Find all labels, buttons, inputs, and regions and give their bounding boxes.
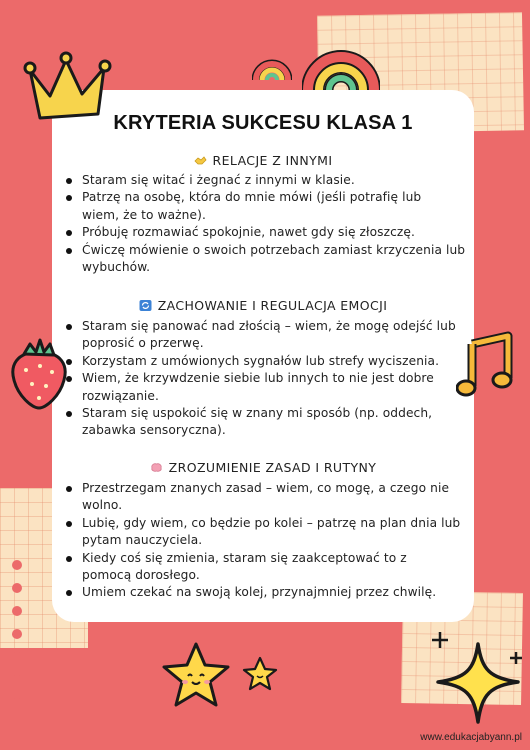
rainbow-icon xyxy=(302,42,380,94)
section-heading-rules xyxy=(52,460,474,475)
list-item: Staram się uspokoić się w znany mi sposób (np. oddech, zabawka sensoryczna). xyxy=(62,405,472,440)
list-item: Umiem czekać na swoją kolej, przynajmniej przez chwilę. xyxy=(62,584,472,601)
emotions-list xyxy=(62,318,472,440)
star-face-icon xyxy=(160,640,232,710)
list-item: Przestrzegam znanych zasad – wiem, co mogę, a czego nie wolno. xyxy=(62,480,472,515)
cycle-arrows-icon xyxy=(139,300,152,311)
list-item: Wiem, że krzywdzenie siebie lub innych to nie jest dobre rozwiązanie. xyxy=(62,370,472,405)
section-heading-relations xyxy=(52,153,474,168)
section-heading-label: ZROZUMIENIE ZASAD I RUTYNY xyxy=(168,460,377,475)
list-item: Staram się witać i żegnać z innymi w klasie. xyxy=(62,172,472,189)
rules-list xyxy=(62,480,472,602)
page-title: KRYTERIA SUKCESU KLASA 1 xyxy=(113,112,413,134)
list-item: Kiedy coś się zmienia, staram się zaakceptować to z pomocą dorosłego. xyxy=(62,550,472,585)
notebook-holes xyxy=(12,560,22,721)
section-heading-label: ZACHOWANIE I REGULACJA EMOCJI xyxy=(157,298,388,313)
list-item: Korzystam z umówionych sygnałów lub strefy wyciszenia. xyxy=(62,353,472,370)
brain-icon xyxy=(150,462,163,473)
handshake-icon xyxy=(194,155,207,166)
relations-list xyxy=(62,172,472,276)
star-face-small-icon xyxy=(242,656,278,692)
list-item: Ćwiczę mówienie o swoich potrzebach zamiast krzyczenia lub wybuchów. xyxy=(62,242,472,277)
rainbow-small-icon xyxy=(252,52,292,82)
list-item: Patrzę na osobę, która do mnie mówi (jeśli potrafię lub wiem, że to ważne). xyxy=(62,189,472,224)
sparkle-large-icon xyxy=(428,624,528,728)
list-item: Lubię, gdy wiem, co będzie po kolei – patrzę na plan dnia lub pytam nauczyciela. xyxy=(62,515,472,550)
list-item: Staram się panować nad złością – wiem, że mogę odejść lub poprosić o przerwę. xyxy=(62,318,472,353)
section-heading-label: RELACJE Z INNYMI xyxy=(212,153,333,168)
section-heading-emotions xyxy=(52,298,474,313)
website-url: www.edukacjabyann.pl xyxy=(420,732,522,743)
list-item: Próbuję rozmawiać spokojnie, nawet gdy się złoszczę. xyxy=(62,224,472,241)
